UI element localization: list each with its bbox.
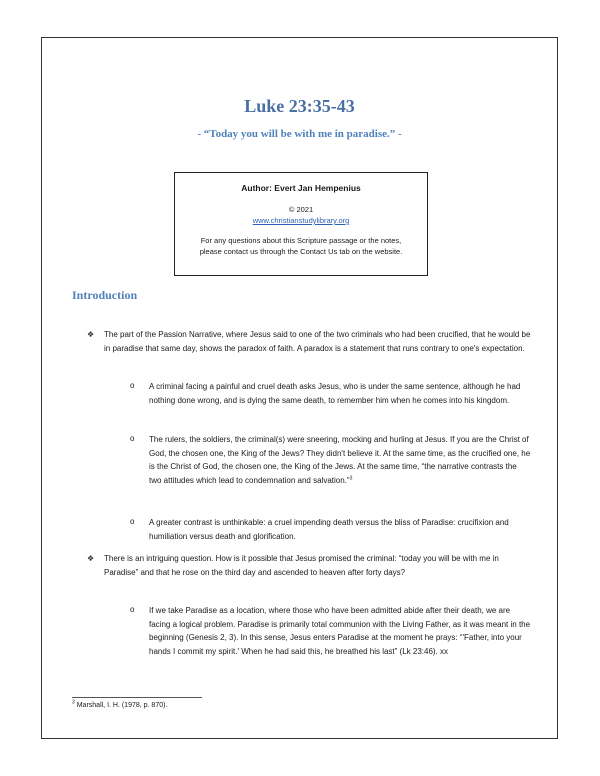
circle-bullet-icon: o [130,517,135,526]
sub-bullet-text: A criminal facing a painful and cruel death asks Jesus, who is under the same sentence, although he had nothing done wrong, and is dying the same death, to remember him when he comes into his kingdom. [149,382,521,405]
contact-line-2: please contact us through the Contact Us tab on the website. [199,247,403,256]
list-item [87,552,532,579]
list-item [130,380,531,407]
contact-line-1: For any questions about this Scripture passage or the notes, [200,236,402,245]
footnote-number: 3 [72,699,75,706]
diamond-bullet-icon: ❖ [87,330,95,339]
copyright: © 2021 [288,205,314,214]
footnote-reference[interactable]: 3 [349,474,353,481]
bullet-text: There is an intriguing question. How is it possible that Jesus promised the criminal: “today you will be with me in Paradise” and that he rose on the third day and ascended to heaven after forty days? [104,554,499,577]
document-subtitle: - “Today you will be with me in paradise.” - [197,128,402,140]
circle-bullet-icon: o [130,434,135,443]
circle-bullet-icon: o [130,605,135,614]
list-item [87,328,532,355]
sub-bullet-text: If we take Paradise as a location, where those who have been admitted abide after their death, we are facing a logical problem. Paradise is primarily total communion with the Living Father, as it was meant in the beginning (Genesis 2, 3). In this sense, Jesus enters Paradise at the moment he prays: “'Father, into your hands I commit my spirit.' When he had said this, he breathed his last” (Lk 23:46). xx [149,606,531,656]
footnote-divider [72,697,202,698]
bullet-text: The part of the Passion Narrative, where Jesus said to one of the two criminals who had been crucified, that he would be in paradise that same day, shows the paradox of faith. A paradox is a statement that runs contrary to one's expectation. [104,330,531,353]
author-box [174,172,428,276]
circle-bullet-icon: o [130,381,135,390]
sub-bullet-text: A greater contrast is unthinkable: a cruel impending death versus the bliss of Paradise: crucifixion and humiliation versus death and glorification. [149,518,509,541]
footnote-text: Marshall, I. H. (1978, p. 870). [74,702,168,709]
list-item [130,433,531,487]
list-item [130,604,531,658]
author-name: Author: Evert Jan Hempenius [241,183,361,193]
diamond-bullet-icon: ❖ [87,554,95,563]
document-title: Luke 23:35-43 [244,96,355,116]
footnote [72,701,167,711]
website-link[interactable]: www.christianstudylibrary.org [252,216,350,225]
sub-bullet-text: The rulers, the soldiers, the criminal(s) were sneering, mocking and hurling at Jesus. If you are the Christ of God, the chosen one, the King of the Jews? They didn't believe it. At the same time, as the crucified one, he is the Christ of God, the chosen one, the King of the Jews. At the same time, “the narrative contrasts the two attitudes which lead to condemnation and salvation.” [149,435,531,485]
document-page [41,37,558,739]
list-item [130,516,531,543]
section-heading-introduction: Introduction [72,288,138,302]
